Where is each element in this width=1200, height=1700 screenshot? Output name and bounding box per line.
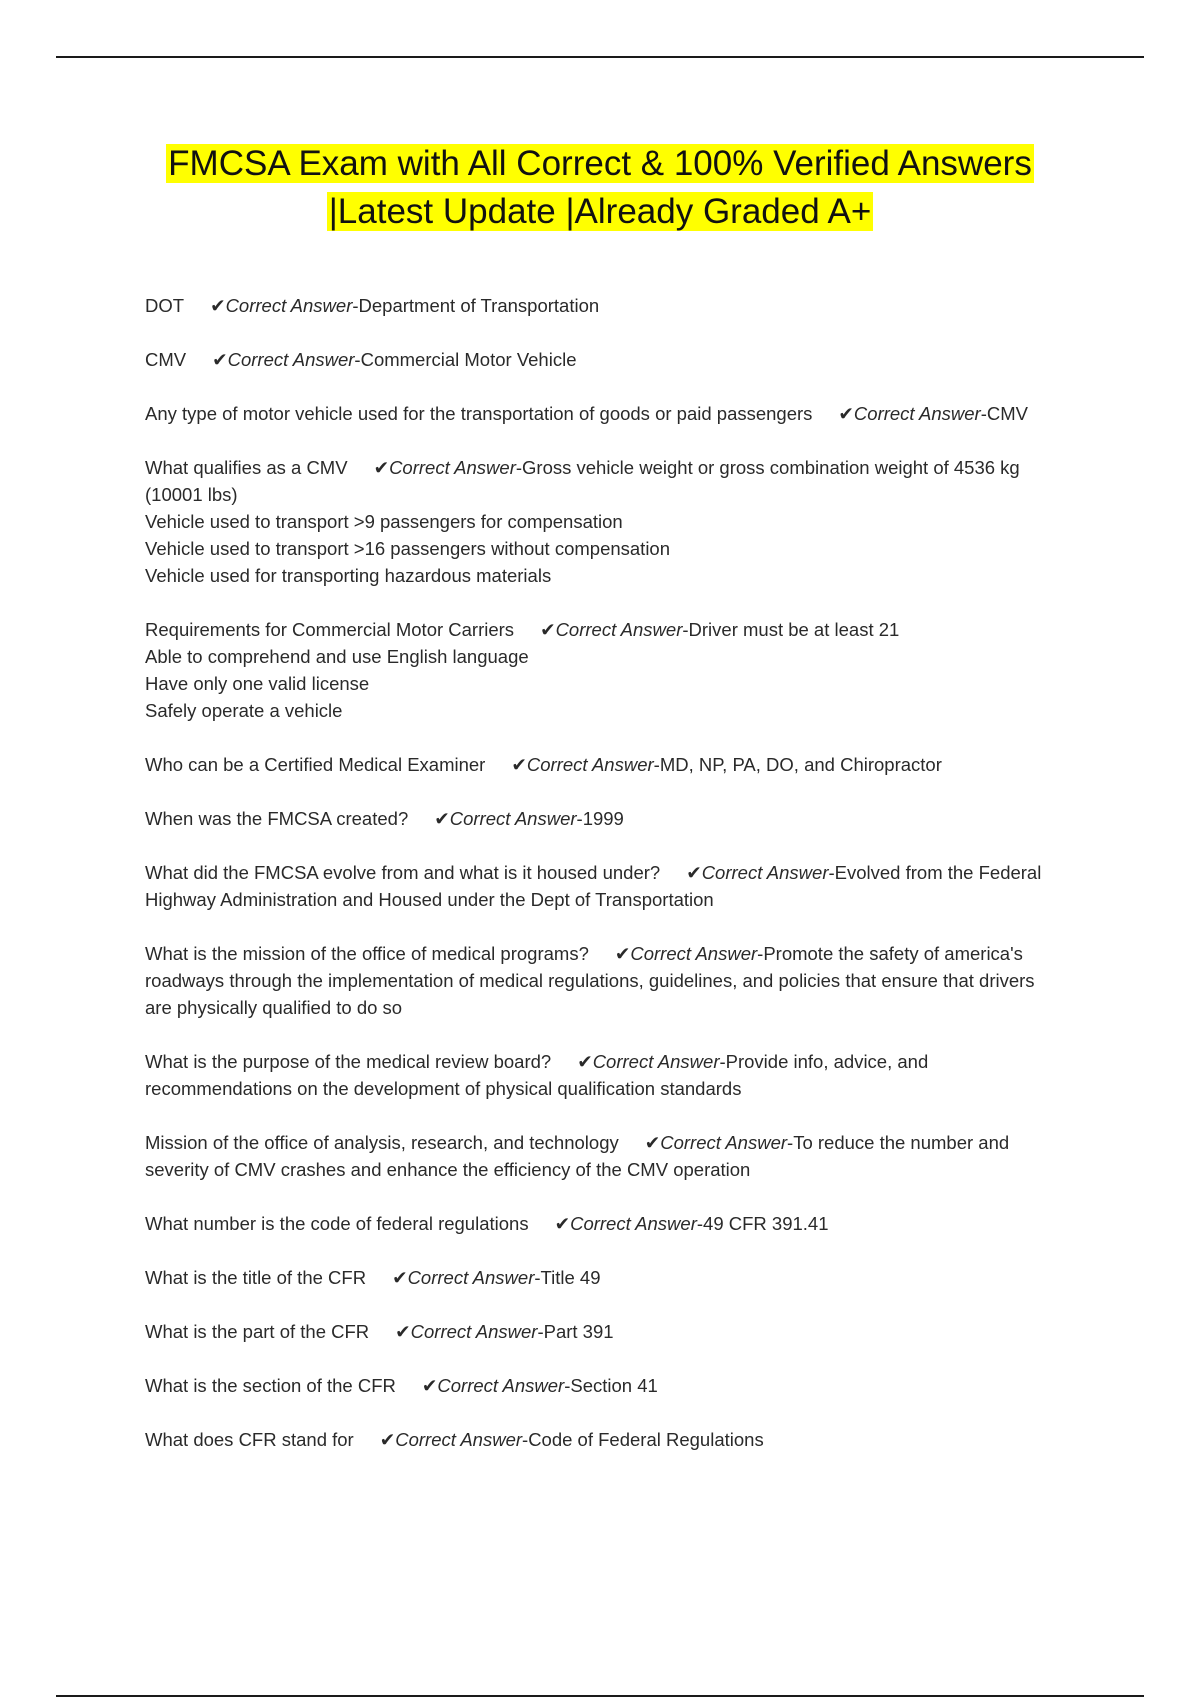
qa-item xyxy=(145,292,1065,319)
question: CMV xyxy=(145,349,187,370)
qa-item xyxy=(145,616,1065,724)
answer: -Department of Transportation xyxy=(352,295,600,316)
answer: -1999 xyxy=(576,808,624,829)
answer-marker: ✔Correct Answer xyxy=(434,808,577,829)
answer-marker: ✔Correct Answer xyxy=(686,862,829,883)
qa-item xyxy=(145,1048,1065,1102)
answer: -Section 41 xyxy=(564,1375,658,1396)
qa-item xyxy=(145,940,1065,1021)
question: Requirements for Commercial Motor Carriers xyxy=(145,619,515,640)
top-rule xyxy=(56,56,1144,58)
answer: -Code of Federal Regulations xyxy=(522,1429,764,1450)
answer-line: Safely operate a vehicle xyxy=(145,700,343,721)
answer-marker: ✔Correct Answer xyxy=(540,619,683,640)
answer-marker: ✔Correct Answer xyxy=(614,943,758,964)
qa-item xyxy=(145,346,1065,373)
answer-marker: ✔Correct Answer xyxy=(392,1267,535,1288)
title-line-2: |Latest Update |Already Graded A+ xyxy=(328,192,872,231)
question: What is the title of the CFR xyxy=(145,1267,367,1288)
answer-marker: ✔Correct Answer xyxy=(373,457,516,478)
answer: -Gross vehicle weight or gross combination weight of 4536 kg (10001 lbs) xyxy=(145,457,1020,505)
qa-item xyxy=(145,1264,1065,1291)
answer-marker: ✔Correct Answer xyxy=(838,403,981,424)
answer: -To reduce the number and severity of CMV crashes and enhance the efficiency of the CMV operation xyxy=(145,1132,1010,1180)
qa-item xyxy=(145,1210,1065,1237)
qa-item xyxy=(145,1129,1065,1183)
answer-marker: ✔Correct Answer xyxy=(395,1321,538,1342)
question: Who can be a Certified Medical Examiner xyxy=(145,754,486,775)
qa-item xyxy=(145,454,1065,589)
question: What is the section of the CFR xyxy=(145,1375,396,1396)
answer-line: Have only one valid license xyxy=(145,673,370,694)
qa-item xyxy=(145,1426,1065,1453)
answer-marker: ✔Correct Answer xyxy=(212,349,355,370)
qa-item xyxy=(145,400,1065,427)
question: What is the purpose of the medical review board? xyxy=(145,1051,552,1072)
answer-marker: ✔Correct Answer xyxy=(511,754,654,775)
answer: -Commercial Motor Vehicle xyxy=(354,349,577,370)
answer-marker: ✔Correct Answer xyxy=(644,1132,788,1153)
answer-marker: ✔Correct Answer xyxy=(379,1429,523,1450)
answer-marker: ✔Correct Answer xyxy=(421,1375,565,1396)
qa-item xyxy=(145,1318,1065,1345)
answer-marker: ✔Correct Answer xyxy=(210,295,353,316)
question: When was the FMCSA created? xyxy=(145,808,409,829)
answer-line: Vehicle used for transporting hazardous materials xyxy=(145,565,552,586)
question: What number is the code of federal regulations xyxy=(145,1213,529,1234)
answer: -49 CFR 391.41 xyxy=(696,1213,829,1234)
bottom-rule xyxy=(56,1695,1144,1697)
answer-line: Able to comprehend and use English language xyxy=(145,646,529,667)
answer: -CMV xyxy=(980,403,1028,424)
answer: -Evolved from the Federal Highway Administration and Housed under the Dept of Transportation xyxy=(145,862,1042,910)
answer: -Title 49 xyxy=(534,1267,601,1288)
qa-item xyxy=(145,1372,1065,1399)
question: What does CFR stand for xyxy=(145,1429,354,1450)
question: What qualifies as a CMV xyxy=(145,457,348,478)
title-line-1: FMCSA Exam with All Correct & 100% Verified Answers xyxy=(168,144,1032,183)
answer: -Provide info, advice, and recommendations on the development of physical qualification standards xyxy=(145,1051,929,1099)
answer: -Driver must be at least 21 xyxy=(682,619,900,640)
question: Mission of the office of analysis, research, and technology xyxy=(145,1132,619,1153)
qa-list xyxy=(145,292,1065,1480)
answer: -Promote the safety of america's roadways through the implementation of medical regulations, guidelines, and policies that ensure that drivers are physically qualified to do so xyxy=(145,943,1035,1018)
answer-line: Vehicle used to transport >16 passengers without compensation xyxy=(145,538,671,559)
answer-line: Vehicle used to transport >9 passengers for compensation xyxy=(145,511,623,532)
answer: -MD, NP, PA, DO, and Chiropractor xyxy=(653,754,942,775)
qa-item xyxy=(145,751,1065,778)
qa-item xyxy=(145,805,1065,832)
answer: -Part 391 xyxy=(537,1321,614,1342)
page-title xyxy=(100,140,1100,236)
question: What did the FMCSA evolve from and what is it housed under? xyxy=(145,862,661,883)
answer-marker: ✔Correct Answer xyxy=(577,1051,720,1072)
question: DOT xyxy=(145,295,185,316)
question: What is the mission of the office of medical programs? xyxy=(145,943,589,964)
question: What is the part of the CFR xyxy=(145,1321,370,1342)
qa-item xyxy=(145,859,1065,913)
answer-marker: ✔Correct Answer xyxy=(554,1213,697,1234)
question: Any type of motor vehicle used for the transportation of goods or paid passengers xyxy=(145,403,813,424)
